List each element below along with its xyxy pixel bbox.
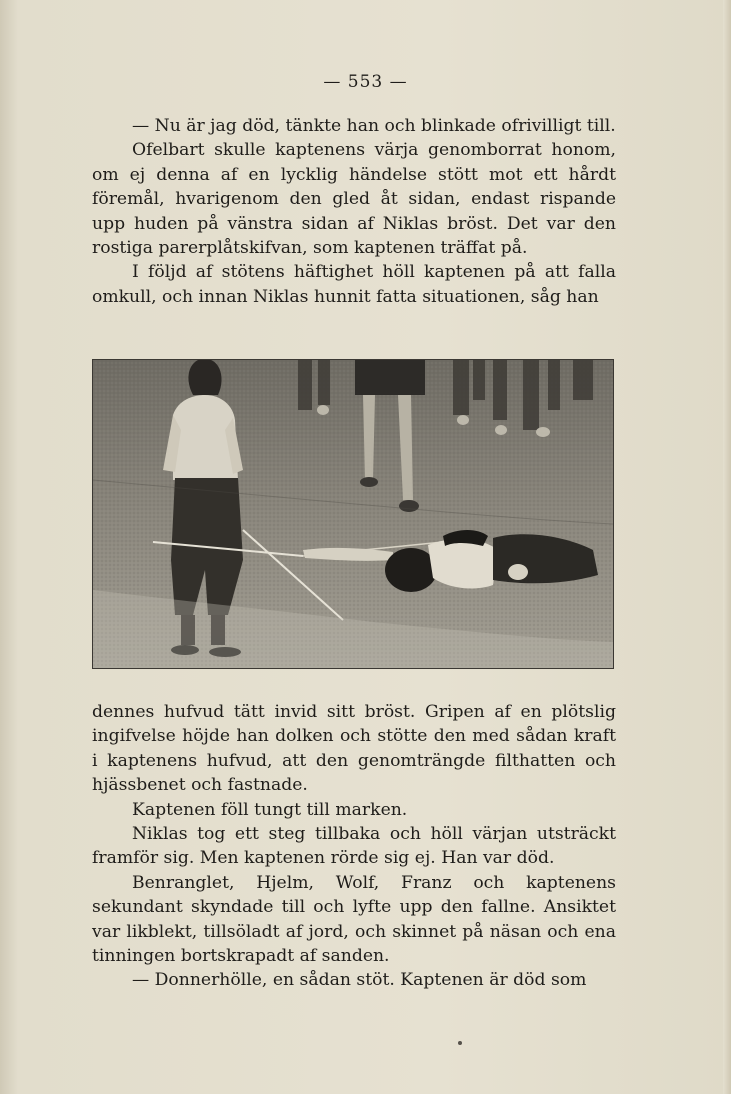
paragraph: Ofelbart skulle kaptenens värja genomborrat honom, om ej denna af en lycklig händelse stött mot ett hårdt föremål, hvarigenom den gled åt sidan, endast rispande upp huden på vänstra sidan af Niklas bröst. Det var den rostiga parerplåtskifvan, som kaptenen träffat på. (92, 140, 616, 259)
paper-speck (458, 1041, 462, 1045)
page-number: — 553 — (323, 72, 408, 92)
lower-text-block (92, 700, 616, 993)
upper-text-block (92, 114, 616, 309)
duel-illustration (92, 359, 614, 669)
paragraph: Niklas tog ett steg tillbaka och höll värjan utsträckt framför sig. Men kaptenen rörde sig ej. Han var död. (92, 824, 616, 869)
paragraph: dennes hufvud tätt invid sitt bröst. Gripen af en plötslig ingifvelse höjde han dolken och stötte den med sådan kraft i kaptenens hufvud, att den genomträngde filthatten och hjässbenet och fastnade. (92, 702, 616, 796)
paragraph: I följd af stötens häftighet höll kaptenen på att falla omkull, och innan Niklas hunnit fatta situationen, såg han (92, 262, 616, 307)
paragraph: Kaptenen föll tungt till marken. (132, 799, 408, 820)
paragraph: — Donnerhölle, en sådan stöt. Kaptenen är död som (132, 970, 587, 991)
paragraph: — Nu är jag död, tänkte han och blinkade ofrivilligt till. (132, 116, 616, 136)
page-edge (723, 0, 731, 1094)
illustration-drawing (93, 360, 613, 668)
paragraph: Benranglet, Hjelm, Wolf, Franz och kaptenens sekundant skyndade till och lyfte upp den fallne. Ansiktet var likblekt, tillsöladt af jord, och skinnet på näsan och ena tinningen bortskrapadt af sanden. (92, 872, 616, 967)
